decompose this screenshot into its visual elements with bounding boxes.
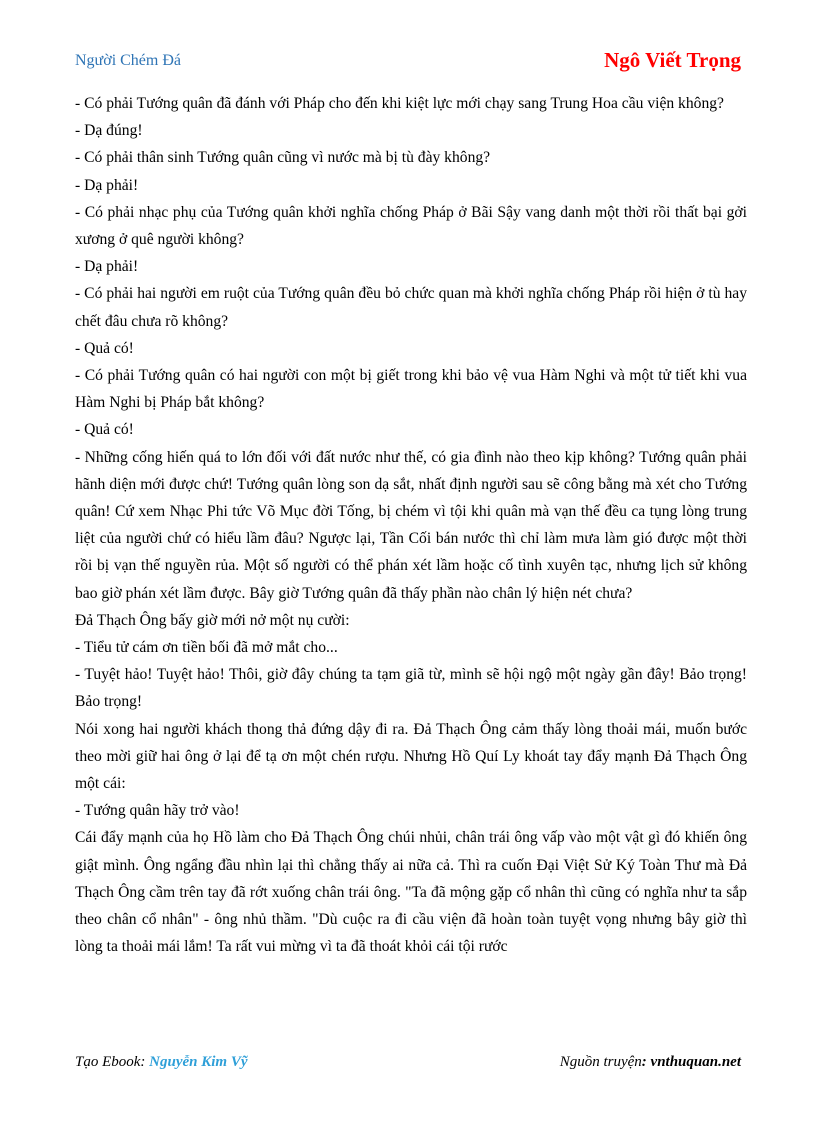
paragraph: - Tuyệt hảo! Tuyệt hảo! Thôi, giờ đây chúng ta tạm giã từ, mình sẽ hội ngộ một ngày gần đây! Bảo trọng! Bảo trọng!	[75, 666, 747, 711]
paragraph: Đả Thạch Ông bấy giờ mới nở một nụ cười:	[75, 611, 350, 629]
source-site: vnthuquan.net	[650, 1054, 741, 1070]
paragraph: - Có phải thân sinh Tướng quân cũng vì nước mà bị tù đày không?	[75, 149, 491, 167]
author-name: Ngô Viết Trọng	[604, 48, 741, 72]
paragraph: - Những cống hiến quá to lớn đối với đất nước như thế, có gia đình nào theo kịp không? Tướng quân phải hãnh diện mới được chứ! Tướng quân lòng son dạ sắt, nhất định người sau sẽ công bằng mà xét cho Tướng quân! Cứ xem Nhạc Phi tức Võ Mục đời Tống, bị chém vì tội khi quân mà vạn thế đều ca tụng lòng trung liệt của người chứ có hiểu lầm đâu? Ngược lại, Tần Cối bán nước thì chỉ làm mưa làm gió được một thời rồi bị vạn thế nguyền rủa. Một số người có thể phán xét lầm hoặc cố tình xuyên tạc, nhưng lịch sử không bao giờ phán xét lầm được. Bây giờ Tướng quân đã thấy phần nào chân lý hiện nét chưa?	[75, 448, 747, 602]
body-text	[75, 90, 747, 961]
paragraph: - Tướng quân hãy trở vào!	[75, 802, 240, 820]
ebook-creator: Nguyễn Kim Vỹ	[149, 1054, 248, 1070]
paragraph: - Quả có!	[75, 421, 134, 439]
paragraph: - Dạ phải!	[75, 258, 139, 276]
paragraph: - Có phải Tướng quân đã đánh với Pháp cho đến khi kiệt lực mới chạy sang Trung Hoa cầu viện không?	[75, 95, 724, 112]
ebook-label: Tạo Ebook	[75, 1054, 141, 1070]
paragraph: - Dạ đúng!	[75, 122, 143, 140]
book-title: Người Chém Đá	[75, 52, 182, 69]
source-separator: :	[641, 1054, 651, 1070]
paragraph: - Có phải Tướng quân có hai người con một bị giết trong khi bảo vệ vua Hàm Nghi và một tử tiết khi vua Hàm Nghi bị Pháp bắt không?	[75, 367, 747, 412]
source-credit	[560, 1054, 741, 1071]
paragraph: Nói xong hai người khách thong thả đứng dậy đi ra. Đả Thạch Ông cảm thấy lòng thoải mái, muốn bước theo mời giữ hai ông ở lại để tạ ơn một chén rượu. Nhưng Hồ Quí Ly khoát tay đẩy mạnh Đả Thạch Ông một cái:	[75, 720, 747, 793]
paragraph: Cái đẩy mạnh của họ Hồ làm cho Đả Thạch Ông chúi nhủi, chân trái ông vấp vào một vật gì đó khiến ông giật mình. Ông ngẩng đầu nhìn lại thì chẳng thấy ai nữa cả. Thì ra cuốn Đại Việt Sử Ký Toàn Thư mà Đả Thạch Ông cầm trên tay đã rớt xuống chân trái ông. "Ta đã mộng gặp cổ nhân thì cũng có nghĩa như ta sắp theo chân cổ nhân" - ông nhủ thầm. "Dù cuộc ra đi cầu viện đã hoàn toàn tuyệt vọng nhưng bây giờ thì lòng ta thoải mái lắm! Ta rất vui mừng vì ta đã thoát khỏi cái tội rước	[75, 829, 747, 956]
paragraph: - Có phải hai người em ruột của Tướng quân đều bỏ chức quan mà khởi nghĩa chống Pháp rồi hiện ở tù hay chết đâu chưa rõ không?	[75, 285, 747, 330]
source-label: Nguồn truyện	[559, 1054, 642, 1070]
paragraph: - Có phải nhạc phụ của Tướng quân khởi nghĩa chống Pháp ở Bãi Sậy vang danh một thời rồi thất bại gởi xương ở quê người không?	[75, 203, 747, 249]
ebook-credit	[75, 1054, 248, 1071]
paragraph: - Quả có!	[75, 339, 134, 357]
paragraph: - Dạ phải!	[75, 176, 139, 194]
paragraph: - Tiểu tử cám ơn tiền bối đã mở mắt cho...	[75, 639, 338, 657]
ebook-separator: :	[140, 1054, 150, 1070]
